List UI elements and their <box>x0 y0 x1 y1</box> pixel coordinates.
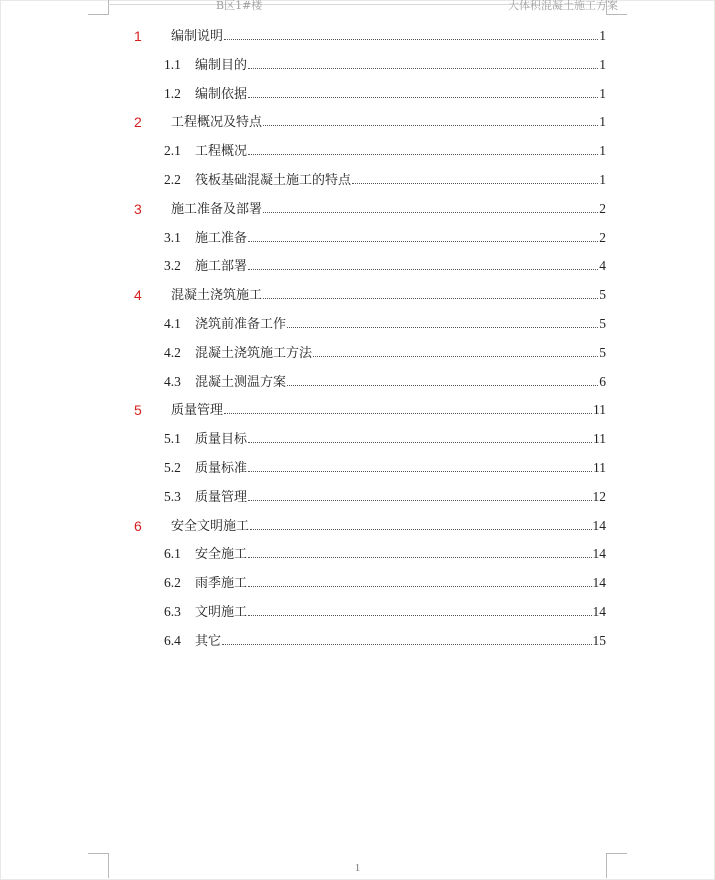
toc-entry-page: 12 <box>592 488 606 504</box>
toc-entry-number: 5.1 <box>164 431 181 447</box>
toc-entry-page: 2 <box>599 229 606 245</box>
toc-entry-number: 2.2 <box>164 172 181 187</box>
toc-dot-leader <box>263 298 598 299</box>
toc-entry-page: 1 <box>599 143 606 159</box>
toc-entry-title: 文明施工 <box>195 605 248 620</box>
toc-entry-title: 混凝土浇筑施工 <box>171 288 263 304</box>
toc-entry-page: 1 <box>599 172 606 187</box>
toc-dot-leader <box>248 442 592 443</box>
toc-entry-title: 编制依据 <box>195 86 248 102</box>
page-header <box>108 0 618 12</box>
toc-entry[interactable] <box>0 600 715 620</box>
toc-entry-title: 施工准备 <box>195 230 248 246</box>
header-left-text: B区1#楼 <box>216 0 263 12</box>
footer-page-number: 1 <box>354 862 361 874</box>
toc-entry-page: 1 <box>599 28 606 43</box>
toc-dot-leader <box>287 327 598 328</box>
toc-entry[interactable] <box>0 226 715 246</box>
toc-entry-number: 6.3 <box>164 604 181 619</box>
toc-entry-page: 14 <box>592 546 606 562</box>
toc-entry-page: 14 <box>592 604 606 619</box>
toc-entry-page: 5 <box>599 344 606 360</box>
toc-entry-page: 1 <box>599 56 606 72</box>
toc-entry-number: 1.2 <box>164 85 181 101</box>
toc-entry-number: 4 <box>134 287 142 304</box>
toc-dot-leader <box>352 183 598 184</box>
toc-dot-leader <box>248 269 598 270</box>
toc-dot-leader <box>313 356 598 357</box>
toc-dot-leader <box>248 241 598 242</box>
toc-entry-page: 1 <box>599 85 606 101</box>
toc-entry[interactable] <box>0 398 715 418</box>
toc-entry-title: 雨季施工 <box>195 576 248 592</box>
toc-entry-number: 3.2 <box>164 258 181 274</box>
toc-dot-leader <box>250 529 591 530</box>
header-right-text: 大体积混凝土施工方案 <box>508 0 618 12</box>
toc-dot-leader <box>224 413 592 414</box>
toc-entry-title: 工程概况及特点 <box>171 115 263 131</box>
toc-dot-leader <box>248 557 591 558</box>
toc-entry-number: 3.1 <box>164 229 181 245</box>
toc-entry[interactable] <box>0 571 715 591</box>
toc-entry[interactable] <box>0 456 715 476</box>
toc-entry-title: 质量管理 <box>171 403 224 419</box>
toc-entry[interactable] <box>0 514 715 534</box>
toc-entry-number: 5.2 <box>164 460 181 475</box>
toc-entry[interactable] <box>0 110 715 130</box>
toc-entry-title: 混凝土测温方案 <box>195 374 287 390</box>
toc-entry[interactable] <box>0 542 715 562</box>
crop-mark-top-left <box>88 0 109 15</box>
toc-entry-number: 4.3 <box>164 373 181 389</box>
toc-entry-title: 施工部署 <box>195 259 248 275</box>
toc-dot-leader <box>248 615 591 616</box>
toc-entry-number: 3 <box>134 200 142 217</box>
toc-entry-page: 11 <box>593 431 606 447</box>
toc-entry[interactable] <box>0 629 715 649</box>
toc-entry-page: 11 <box>593 402 606 418</box>
toc-dot-leader <box>263 125 598 126</box>
toc-entry-number: 5.3 <box>164 488 181 504</box>
toc-entry-page: 6 <box>599 373 606 389</box>
toc-entry[interactable] <box>0 427 715 447</box>
toc-entry-page: 15 <box>592 632 606 648</box>
toc-entry[interactable] <box>0 283 715 303</box>
toc-entry[interactable] <box>0 139 715 159</box>
toc-dot-leader <box>248 97 598 98</box>
toc-entry-page: 11 <box>593 460 606 475</box>
toc-entry[interactable] <box>0 254 715 274</box>
toc-entry-number: 4.1 <box>164 316 181 331</box>
toc-entry-title: 混凝土浇筑施工方法 <box>195 345 313 361</box>
toc-entry[interactable] <box>0 370 715 390</box>
toc-entry-title: 编制目的 <box>195 57 248 73</box>
toc-entry-title: 编制说明 <box>171 29 224 44</box>
toc-dot-leader <box>287 385 598 386</box>
toc-entry-number: 6 <box>134 517 142 534</box>
toc-dot-leader <box>224 39 598 40</box>
toc-entry-title: 其它 <box>195 633 222 649</box>
toc-entry-page: 1 <box>599 114 606 130</box>
toc-dot-leader <box>248 586 591 587</box>
toc-dot-leader <box>222 644 591 645</box>
toc-entry-number: 5 <box>134 402 142 419</box>
toc-entry-title: 安全文明施工 <box>171 518 250 534</box>
toc-entry-title: 浇筑前准备工作 <box>195 317 287 332</box>
toc-dot-leader <box>263 212 598 213</box>
toc-dot-leader <box>248 68 598 69</box>
toc-entry-page: 14 <box>592 517 606 533</box>
toc-entry-page: 14 <box>592 575 606 591</box>
toc-dot-leader <box>248 500 591 501</box>
toc-entry[interactable] <box>0 168 715 188</box>
toc-entry-number: 2.1 <box>164 143 181 159</box>
toc-entry[interactable] <box>0 485 715 505</box>
toc-entry-page: 5 <box>599 287 606 303</box>
toc-dot-leader <box>248 471 592 472</box>
toc-dot-leader <box>248 154 598 155</box>
toc-entry-title: 质量标准 <box>195 461 248 476</box>
toc-entry-number: 1 <box>134 28 142 44</box>
toc-entry-title: 施工准备及部署 <box>171 201 263 217</box>
toc-entry-title: 质量管理 <box>195 489 248 505</box>
toc-entry[interactable] <box>0 341 715 361</box>
toc-entry-title: 质量目标 <box>195 432 248 448</box>
toc-entry-title: 筏板基础混凝土施工的特点 <box>195 173 352 188</box>
toc-entry-number: 4.2 <box>164 344 181 360</box>
toc-entry-title: 安全施工 <box>195 547 248 563</box>
toc-entry[interactable] <box>0 312 715 332</box>
toc-entry-number: 6.2 <box>164 575 181 591</box>
toc-entry[interactable] <box>0 197 715 217</box>
toc-entry-number: 6.1 <box>164 546 181 562</box>
toc-entry-title: 工程概况 <box>195 144 248 160</box>
toc-entry-page: 4 <box>599 258 606 274</box>
toc-entry[interactable] <box>0 53 715 73</box>
toc-entry-page: 2 <box>599 200 606 216</box>
toc-entry-number: 2 <box>134 114 142 131</box>
toc-entry-number: 1.1 <box>164 56 181 72</box>
toc-entry-page: 5 <box>599 316 606 331</box>
toc-entry-number: 6.4 <box>164 632 181 648</box>
toc-entry[interactable] <box>0 82 715 102</box>
toc-entry[interactable] <box>0 24 715 44</box>
